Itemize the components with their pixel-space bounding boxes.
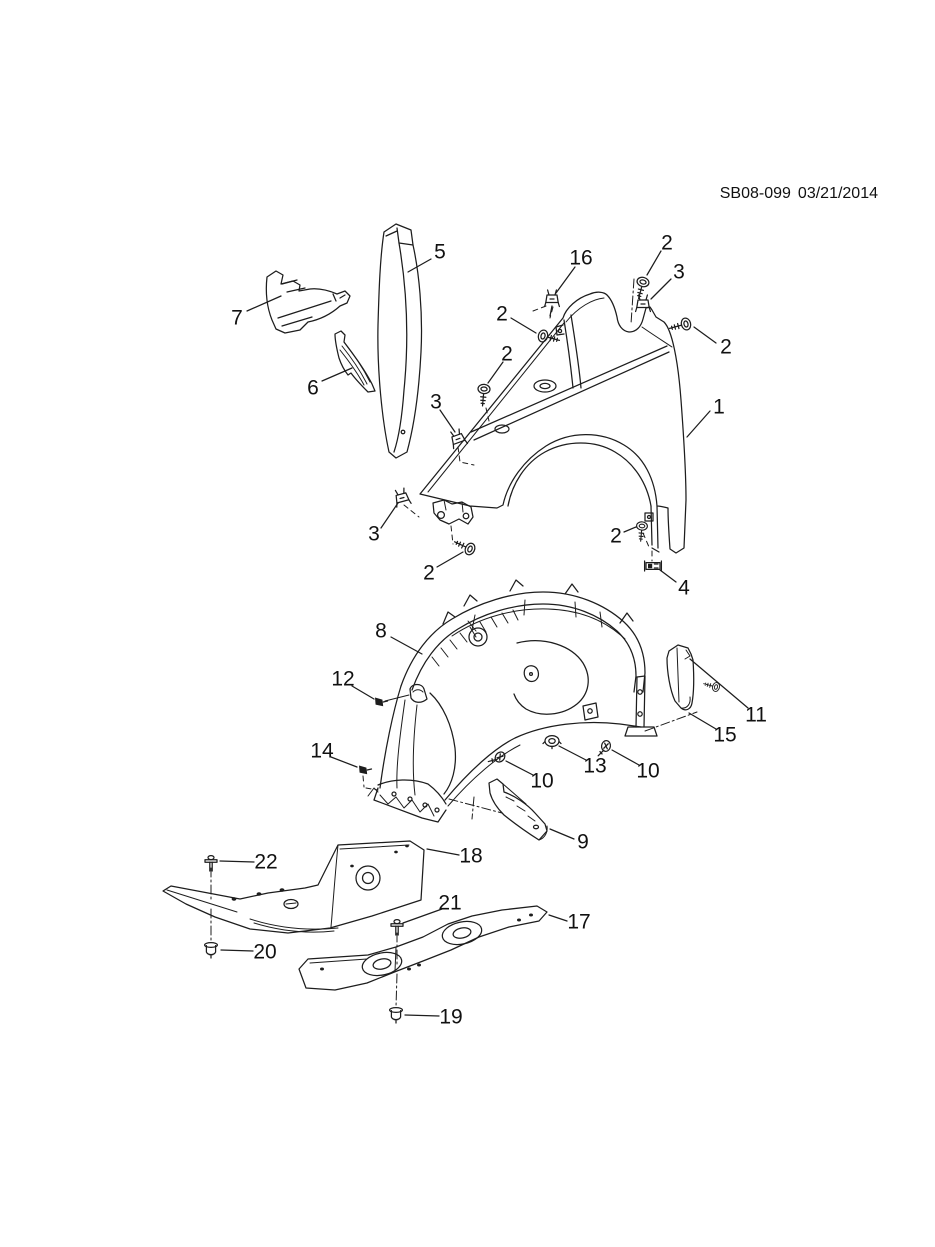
callout-label-9: 9 [577,830,589,854]
doc-date: 03/21/2014 [797,185,878,202]
part-7-fender-bracket [266,271,350,333]
fastener-3-clip [448,428,468,449]
callout-label-2: 2 [720,335,732,359]
callout-label-6: 6 [307,376,319,400]
callout-label-2: 2 [496,302,508,326]
callout-label-18: 18 [459,844,483,868]
callout-leader-3 [381,503,398,528]
callout-leader-4 [660,570,676,582]
callout-label-4: 4 [678,576,690,600]
callout-leader-19 [405,1015,439,1016]
fastener-14-clip [359,766,372,775]
callout-leader-2 [624,527,636,532]
callout-label-13: 13 [583,754,607,778]
fastener-13-nut [543,736,561,749]
callout-label-3: 3 [673,260,685,284]
part-5-front-fender-sealing-strip [378,224,422,458]
callout-label-3: 3 [368,522,380,546]
callout-leader-2 [694,327,716,343]
callout-leader-20 [221,950,253,951]
callout-label-2: 2 [501,342,513,366]
callout-leader-10 [612,750,639,765]
callout-label-20: 20 [253,940,277,964]
callout-label-2: 2 [610,524,622,548]
doc-code-and-date [720,185,878,202]
fastener-3-clip [636,295,651,312]
fastener-4-clip [645,561,662,571]
callout-leader-16 [556,267,575,293]
part-15-side-deflector [667,645,694,710]
callout-label-10: 10 [530,769,554,793]
callout-label-12: 12 [331,667,355,691]
fastener-11-screw [703,679,721,692]
callout-leader-1 [687,411,710,437]
callout-label-3: 3 [430,390,442,414]
fastener-20-bolt [205,943,218,958]
callout-label-19: 19 [439,1005,463,1029]
part-6-fender-bracket-lower [335,331,375,392]
part-18-underbody-splash-shield-left [163,841,424,933]
callout-leader-2 [647,251,661,275]
callout-leader-8 [391,637,422,654]
callout-label-21: 21 [438,891,462,915]
fastener-2-screw [635,521,647,541]
fastener-2-screw [452,536,477,556]
callout-label-14: 14 [310,739,334,763]
fasteners [205,276,721,1023]
callout-leader-2 [511,318,536,333]
callout-label-7: 7 [231,306,243,330]
callout-label-11: 11 [745,703,767,727]
callout-leader-11 [690,659,748,708]
callout-leader-2 [437,552,463,567]
fastener-12-clip [375,698,388,707]
callout-leader-21 [403,909,442,923]
callout-label-8: 8 [375,619,387,643]
callout-leader-7 [247,296,281,311]
callout-label-10: 10 [636,759,660,783]
callout-label-5: 5 [434,240,446,264]
callout-label-15: 15 [713,723,737,747]
callouts-layer [220,232,767,1029]
callout-leader-18 [427,849,459,855]
callout-label-1: 1 [713,395,725,419]
doc-code: SB08-099 [719,185,791,202]
part-8-wheelhouse-liner [368,580,660,822]
callout-leader-12 [352,686,374,699]
fastener-19-bolt [390,1008,403,1023]
part-17-underbody-splash-shield-right [299,906,547,990]
callout-leader-10 [506,761,533,775]
part-1-front-fender [420,292,686,553]
callout-label-22: 22 [254,850,278,874]
callout-leader-13 [559,746,586,760]
callout-label-17: 17 [567,910,591,934]
callout-leader-5 [408,259,431,272]
callout-label-2: 2 [423,561,435,585]
callout-leader-9 [550,829,574,839]
callout-leader-22 [220,861,254,862]
fastener-3-clip [393,487,412,507]
fastener-2-screw [668,317,692,334]
callout-leader-15 [689,713,716,729]
callout-leader-3 [651,279,671,299]
callout-leader-3 [440,410,455,432]
callout-leader-14 [331,757,357,767]
callout-label-2: 2 [661,231,673,255]
callout-label-16: 16 [569,246,593,270]
callout-leader-17 [549,915,567,921]
